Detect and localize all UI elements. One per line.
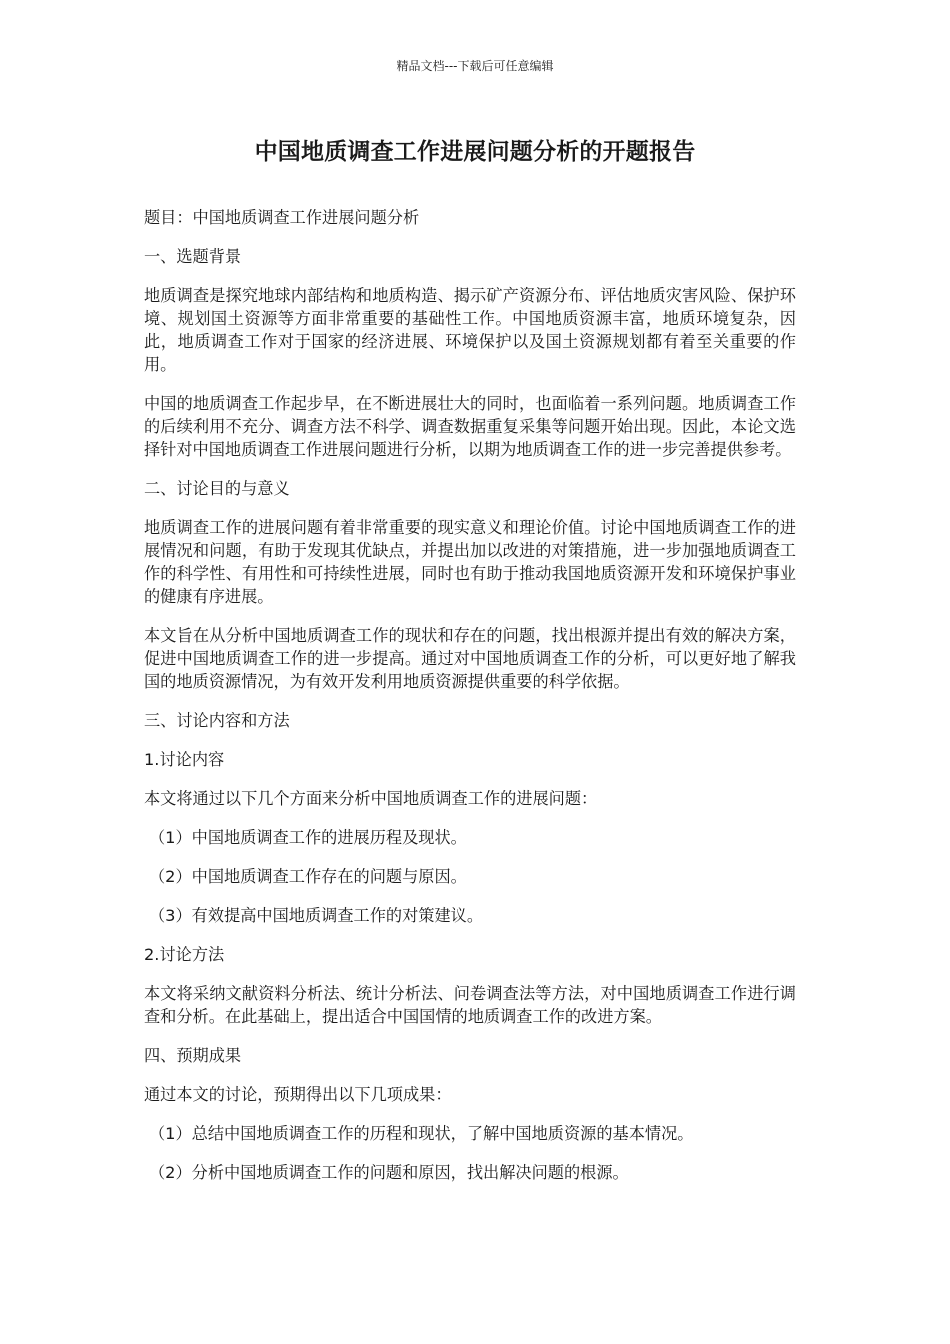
content-intro: 本文将通过以下几个方面来分析中国地质调查工作的进展问题： — [144, 789, 598, 808]
section-heading-content-method: 三、讨论内容和方法 — [144, 711, 290, 730]
method-paragraph: 本文将采纳文献资料分析法、统计分析法、问卷调查法等方法，对中国地质调查工作进行调查和分析。在此基础上，提出适合中国国情的地质调查工作的改进方案。 — [144, 984, 796, 1026]
section-heading-expected-results: 四、预期成果 — [144, 1046, 242, 1065]
document-body — [144, 206, 796, 1200]
content-list-item: （1）中国地质调查工作的进展历程及现状。 — [149, 828, 467, 847]
results-list-item: （1）总结中国地质调查工作的历程和现状，了解中国地质资源的基本情况。 — [149, 1124, 694, 1143]
subheading-method: 2.讨论方法 — [144, 945, 225, 964]
purpose-paragraph-2: 本文旨在从分析中国地质调查工作的现状和存在的问题，找出根源并提出有效的解决方案，促进中国地质调查工作的进一步提高。通过对中国地质调查工作的分析，可以更好地了解我国的地质资源情况，为有效开发利用地质资源提供重要的科学依据。 — [144, 626, 796, 691]
purpose-paragraph-1: 地质调查工作的进展问题有着非常重要的现实意义和理论价值。讨论中国地质调查工作的进展情况和问题，有助于发现其优缺点，并提出加以改进的对策措施，进一步加强地质调查工作的科学性、有用性和可持续性进展，同时也有助于推动我国地质资源开发和环境保护事业的健康有序进展。 — [144, 518, 796, 606]
content-list-item: （3）有效提高中国地质调查工作的对策建议。 — [149, 906, 484, 925]
section-heading-background: 一、选题背景 — [144, 247, 242, 266]
results-intro: 通过本文的讨论，预期得出以下几项成果： — [144, 1085, 452, 1104]
content-list-item: （2）中国地质调查工作存在的问题与原因。 — [149, 867, 467, 886]
topic-line: 题目：中国地质调查工作进展问题分析 — [144, 208, 420, 227]
section-heading-purpose: 二、讨论目的与意义 — [144, 479, 290, 498]
header-note: 精品文档---下载后可任意编辑 — [396, 59, 554, 73]
document-title: 中国地质调查工作进展问题分析的开题报告 — [254, 139, 696, 165]
subheading-content: 1.讨论内容 — [144, 750, 225, 769]
results-list-item: （2）分析中国地质调查工作的问题和原因，找出解决问题的根源。 — [149, 1163, 629, 1182]
background-paragraph-2: 中国的地质调查工作起步早，在不断进展壮大的同时，也面临着一系列问题。地质调查工作的后续利用不充分、调查方法不科学、调查数据重复采集等问题开始出现。因此，本论文选择针对中国地质调查工作进展问题进行分析，以期为地质调查工作的进一步完善提供参考。 — [144, 394, 796, 459]
background-paragraph-1: 地质调查是探究地球内部结构和地质构造、揭示矿产资源分布、评估地质灾害风险、保护环境、规划国土资源等方面非常重要的基础性工作。中国地质资源丰富，地质环境复杂，因此，地质调查工作对于国家的经济进展、环境保护以及国土资源规划都有着至关重要的作用。 — [144, 286, 796, 374]
